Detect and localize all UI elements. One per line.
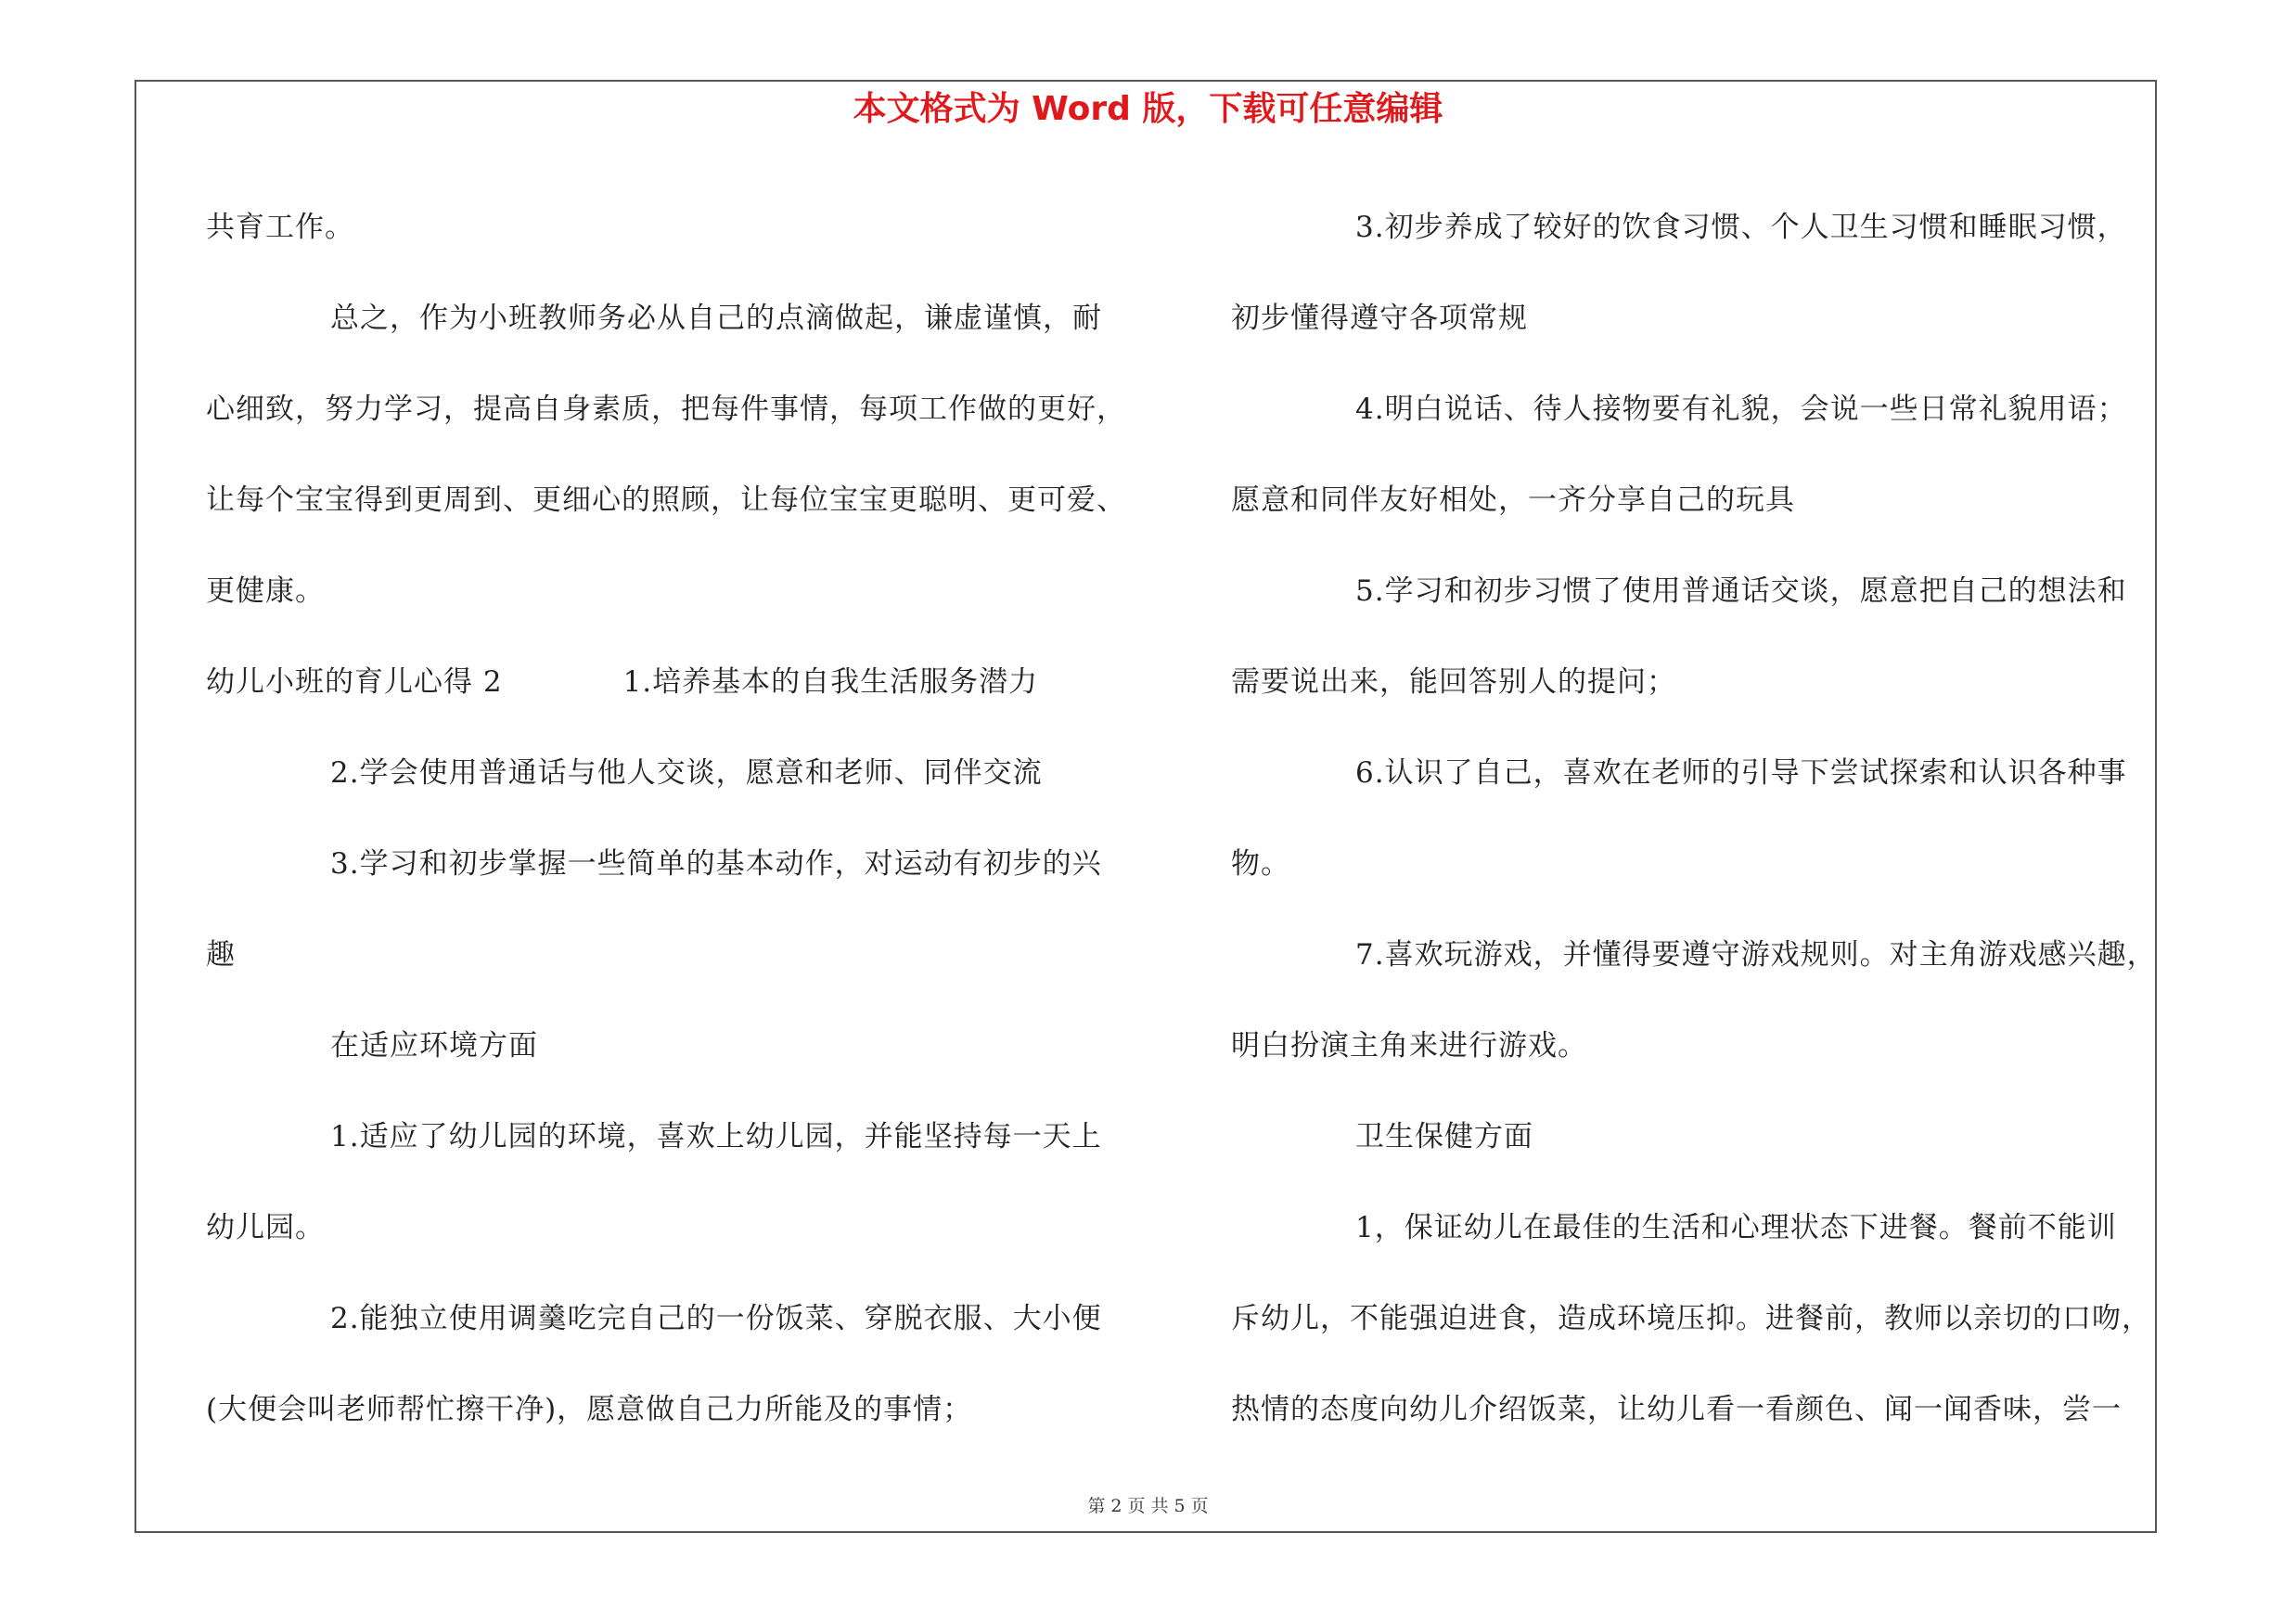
text-line: 2.学会使用普通话与他人交谈，愿意和老师、同伴交流	[330, 756, 1043, 790]
page-number: 第 2 页 共 5 页	[1087, 1496, 1209, 1516]
text-line: 1，保证幼儿在最佳的生活和心理状态下进餐。餐前不能训	[1355, 1211, 2117, 1244]
text-line: 2.能独立使用调羹吃完自己的一份饭菜、穿脱衣服、大小便	[330, 1302, 1102, 1335]
text-line: 心细致，努力学习，提高自身素质，把每件事情，每项工作做的更好，	[206, 393, 1126, 426]
text-line: 更健康。	[206, 574, 325, 608]
text-line: 需要说出来，能回答别人的提问；	[1231, 665, 1676, 699]
text-line: 热情的态度向幼儿介绍饭菜，让幼儿看一看颜色、闻一闻香味，尝一	[1231, 1393, 2122, 1426]
left-column	[206, 182, 1171, 1455]
text-line: 4.明白说话、待人接物要有礼貌，会说一些日常礼貌用语；	[1355, 393, 2127, 426]
text-line: 愿意和同伴友好相处，一齐分享自己的玩具	[1231, 483, 1795, 517]
text-line: 总之，作为小班教师务必从自己的点滴做起，谦虚谨慎，耐	[330, 302, 1102, 335]
text-line: 斥幼儿，不能强迫进食，造成环境压抑。进餐前，教师以亲切的口吻，	[1231, 1302, 2151, 1335]
text-line: 初步懂得遵守各项常规	[1231, 302, 1528, 335]
text-line: 3.学习和初步掌握一些简单的基本动作，对运动有初步的兴	[330, 847, 1102, 881]
document-header: 本文格式为 Word 版，下载可任意编辑	[853, 90, 1443, 128]
subsection-heading: 在适应环境方面	[330, 1029, 538, 1063]
text-line: 共育工作。	[206, 211, 354, 244]
text-line: 6.认识了自己，喜欢在老师的引导下尝试探索和认识各种事	[1355, 756, 2127, 790]
text-line: 3.初步养成了较好的饮食习惯、个人卫生习惯和睡眠习惯，	[1355, 211, 2127, 244]
text-line: 1.适应了幼儿园的环境，喜欢上幼儿园，并能坚持每一天上	[330, 1120, 1102, 1153]
right-column	[1231, 182, 2163, 1455]
text-line: (大便会叫老师帮忙擦干净)，愿意做自己力所能及的事情；	[206, 1393, 973, 1426]
subsection-heading: 卫生保健方面	[1355, 1120, 1533, 1153]
text-line: 明白扮演主角来进行游戏。	[1231, 1029, 1587, 1063]
text-line: 让每个宝宝得到更周到、更细心的照顾，让每位宝宝更聪明、更可爱、	[206, 483, 1126, 517]
text-line: 5.学习和初步习惯了使用普通话交谈，愿意把自己的想法和	[1355, 574, 2127, 608]
text-line: 幼儿园。	[206, 1211, 325, 1244]
text-line	[206, 637, 1171, 728]
text-line: 1.培养基本的自我生活服务潜力	[622, 665, 1039, 699]
text-line: 7.喜欢玩游戏，并懂得要遵守游戏规则。对主角游戏感兴趣，	[1355, 938, 2157, 972]
section-heading: 幼儿小班的育儿心得 2	[206, 665, 503, 699]
text-line: 趣	[206, 938, 236, 972]
text-line: 物。	[1231, 847, 1290, 881]
